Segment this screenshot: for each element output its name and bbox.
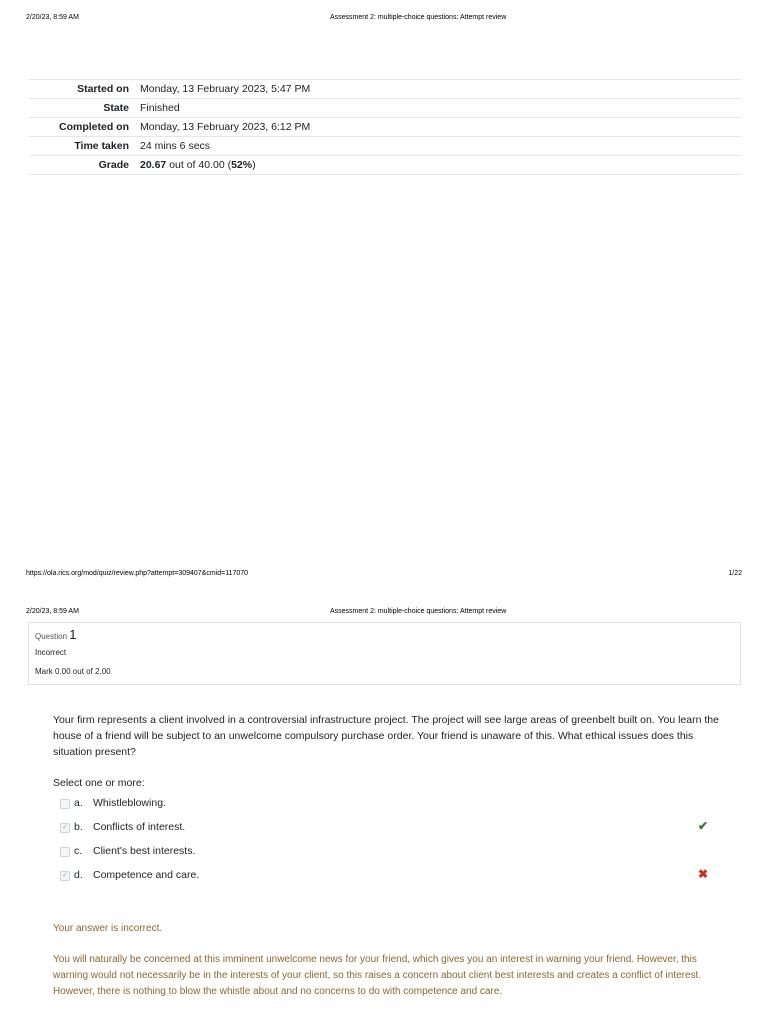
question-number-value: 1 [69, 627, 77, 642]
option-letter: c. [74, 845, 83, 857]
question-state: Incorrect [35, 648, 67, 657]
cross-icon: ✖ [698, 867, 709, 881]
attempt-summary-table [29, 79, 741, 175]
summary-row-completed [29, 118, 741, 137]
option-text: Conflicts of interest. [93, 821, 186, 833]
question-mark: Mark 0.00 out of 2.00 [35, 667, 111, 676]
summary-row-state [29, 99, 741, 118]
checkbox-checked[interactable]: ✓ [60, 823, 70, 833]
print-header [0, 14, 768, 28]
summary-row-time-taken [29, 137, 741, 156]
option-text: Client's best interests. [93, 845, 196, 857]
grade-score: 20.67 [140, 159, 167, 171]
checkbox[interactable] [60, 799, 70, 809]
grade-close: ) [252, 159, 256, 171]
summary-label: Completed on [59, 121, 129, 133]
print-datetime: 2/20/23, 8:59 AM [26, 14, 79, 21]
answer-options [58, 796, 718, 892]
print-header [0, 608, 768, 622]
summary-row-grade [29, 156, 741, 175]
print-page-number: 1/22 [728, 570, 742, 577]
summary-label: State [103, 102, 129, 114]
summary-value: Finished [140, 102, 180, 114]
print-footer [0, 570, 768, 584]
summary-value: 24 mins 6 secs [140, 140, 211, 152]
feedback-status: Your answer is incorrect. [53, 923, 163, 934]
question-number [35, 627, 77, 642]
question-info-box [28, 622, 741, 685]
question-text: Your firm represents a client involved in a controversial infrastructure project. The project will see large areas of greenbelt built on. You learn the house of a friend will be subject to an unwelcome compulsory purchase order. Your friend is unaware of this. What ethical issues does this situation present? [53, 714, 719, 758]
print-datetime: 2/20/23, 8:59 AM [26, 608, 79, 615]
option-letter: a. [74, 797, 83, 809]
summary-row-started [29, 80, 741, 99]
print-title: Assessment 2: multiple-choice questions: Attempt review [330, 14, 507, 21]
check-icon: ✔ [698, 819, 709, 833]
print-title: Assessment 2: multiple-choice questions: Attempt review [330, 608, 507, 615]
summary-label: Started on [77, 83, 129, 95]
grade-percent: 52% [231, 159, 253, 171]
answer-option-a[interactable] [58, 796, 718, 820]
option-text: Whistleblowing. [93, 797, 166, 809]
grade-out-of: out of 40.00 ( [166, 159, 232, 171]
summary-label: Time taken [74, 140, 129, 152]
question-prompt: Select one or more: [53, 777, 145, 789]
answer-option-d[interactable] [58, 868, 718, 892]
option-text: Competence and care. [93, 869, 200, 881]
summary-label: Grade [98, 159, 129, 171]
answer-option-c[interactable] [58, 844, 718, 868]
checkbox-checked[interactable]: ✓ [60, 871, 70, 881]
question-prefix: Question [35, 632, 68, 641]
grade-value [135, 156, 741, 175]
answer-option-b[interactable] [58, 820, 718, 844]
summary-value: Monday, 13 February 2023, 5:47 PM [140, 83, 311, 95]
feedback [53, 923, 723, 1000]
option-letter: d. [74, 869, 83, 881]
summary-value: Monday, 13 February 2023, 6:12 PM [140, 121, 311, 133]
print-url: https://ola.rics.org/mod/quiz/review.php?attempt=309407&cmid=117070 [26, 570, 249, 577]
feedback-general: You will naturally be concerned at this imminent unwelcome news for your friend, which gives you an interest in warning your friend. However, this warning would not necessarily be in the interests of your client, so this raises a concern about client best interests and creates a conflict of interest. However, there is nothing to blow the whistle about and no concerns to do with competence and care. [53, 954, 702, 997]
option-letter: b. [74, 821, 83, 833]
checkbox[interactable] [60, 847, 70, 857]
